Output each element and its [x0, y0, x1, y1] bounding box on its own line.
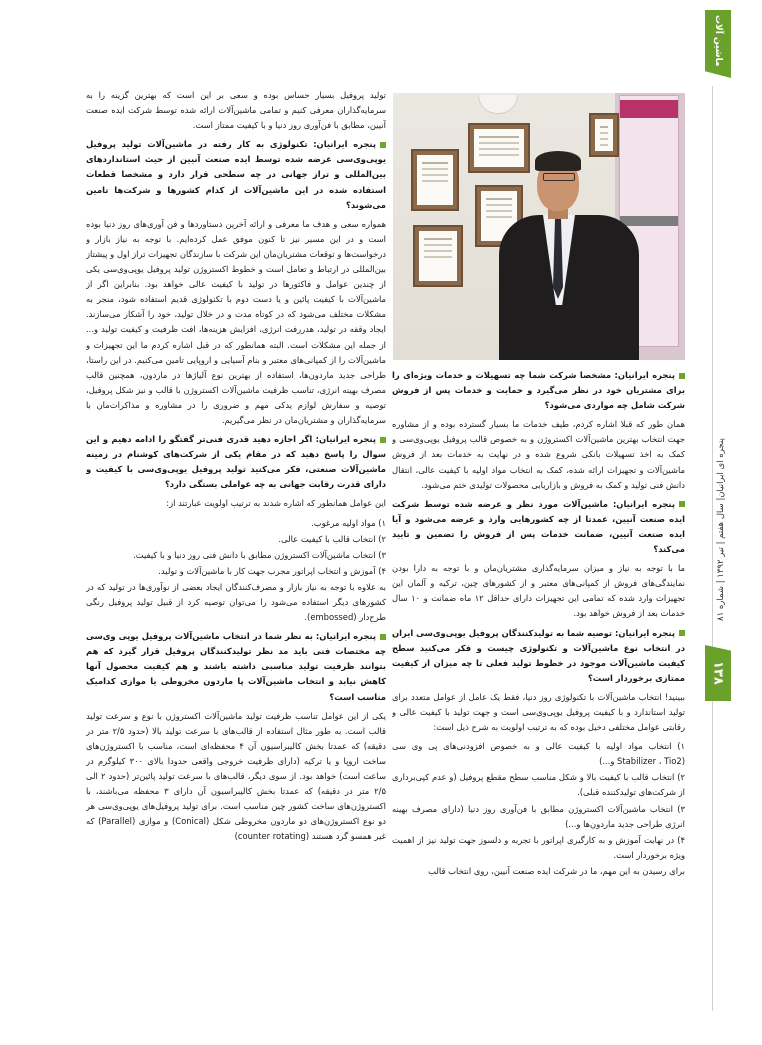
bullet-icon	[380, 142, 386, 148]
answer-6-intro: ببینید! انتخاب ماشین‌آلات با تکنولوژی روز دنیا، فقط یک عامل از عوامل متعدد برای تولید استاندارد و با کیفیت پروفیل یوپی‌وی‌سی است و جهت تولید با کیفیت عالی و رقابتی عوامل مختلفی دخیل بوده که به ترتیب اولویت به شرح ذیل است:	[392, 691, 685, 733]
list-item: ۲) انتخاب قالب با کیفیت عالی.	[278, 533, 386, 544]
page-number: ۱۳۸	[710, 661, 726, 685]
intro-paragraph: تولید پروفیل بسیار حساس بوده و سعی بر این است که بهترین گزینه را به سرمایه‌گذاران معرفی کنیم و تمامی ماشین‌آلات ارائه شده توسط شرکت ایده صنعت آنیین، مطابق با فن‌آوری روز دنیا و با کیفیت ممتاز است.	[86, 90, 386, 131]
right-column	[392, 368, 685, 976]
poster-band	[620, 216, 678, 226]
list-item: ۴) در نهایت آموزش و به کارگیری اپراتور با تجربه و دلسوز جهت تولید نیز از اهمیت ویژه برخوردار است.	[392, 834, 685, 860]
bullet-icon	[679, 501, 685, 507]
answer-4: همان طور که قبلا اشاره کردم، طیف خدمات ما بسیار گسترده بوده و از مشاوره جهت انتخاب بهترین ماشین‌آلات اکستروژن و به خصوص قالب پروفیل یوپی‌وی‌سی و کمک به اخذ تسهیلات بانکی شروع شده و در نهایت به خدمات بعد از فروش ماشین‌آلات و تجهیزات ارائه شده، کمک به انتخاب مواد اولیه با کیفیت عالی، انتقال دانش فنی تولید و کمک به فروش و بازاریابی محصولات تولیدی ختم می‌شود.	[392, 419, 685, 490]
question-4: پنجره ایرانیان: مشخصا شرکت شما چه تسهیلات و خدمات ویژه‌ای را برای مشتریان خود در نظر می‌گیرد و حمایت و خدمات پس از فروش شرکت شامل چه مواردی می‌شود؟	[392, 370, 685, 411]
question-3: پنجره ایرانیان: به نظر شما در انتخاب ماشین‌آلات پروفیل یوپی وی‌سی چه مختصات فنی باید مد نظر تولیدکنندگان پروفیل قرار گیرد که هم بتوانند ظرفیت تولید مناسبی داشته باشند و هم کیفیت محصول آنها کاهش نیابد و انتخاب ماشین‌آلات پا ماردون مخروطی یا موازی کدامیک مناسب است؟	[86, 631, 386, 702]
certificate-frame	[411, 149, 459, 211]
wall-clock	[478, 95, 518, 114]
person-hair	[535, 151, 581, 171]
list-item: ۲) انتخاب قالب با کیفیت بالا و شکل مناسب سطح مقطع پروفیل (و عدم کپی‌برداری از شرکت‌های تولیدکننده قبلی).	[392, 772, 685, 798]
question-1: پنجره ایرانیان: تکنولوژی به کار رفته در ماشین‌آلات تولید پروفیل یوپی‌وی‌سی عرضه شده توسط ایده صنعت آنیین از حیث استانداردهای بین‌المللی و تراز جهانی در چه سطحی قرار دارد و مشخصا قطعات استفاده شده در این ماشین‌آلات از کدام کشورها و شرکت‌ها تامین می‌شوند؟	[86, 139, 386, 210]
answer-2-intro: این عوامل همانطور که اشاره شدند به ترتیب اولویت عبارتند از:	[166, 498, 386, 509]
poster-band	[620, 100, 678, 118]
list-item: ۱) مواد اولیه مرغوب.	[311, 517, 386, 528]
list-item: ۳) انتخاب ماشین‌آلات اکستروژن مطابق با دانش فنی روز دنیا و با کیفیت.	[133, 549, 386, 560]
running-footer: پنجره ای ایرانیان| سال هفتم | تیر ۱۳۹۲ | شماره ۸۱	[716, 438, 726, 622]
certificate-frame	[413, 225, 463, 287]
answer-2-outro: به علاوه با توجه به نیاز بازار و مصرف‌کنندگان ایجاد بعضی از نوآوری‌ها در تولید که در کشورهای دیگر استفاده می‌شود را می‌توان توصیه کرد از قبیل تولید پروفیل رنگی طرح‌دار (embossed).	[86, 581, 386, 623]
certificate-frame	[468, 123, 530, 173]
answer-3: یکی از این عوامل تناسب ظرفیت تولید ماشین‌آلات اکستروژن با نوع و سرعت تولید قالب است. به طور مثال استفاده از قالب‌های با سرعت تولید بالا (حدود ۲/۵ متر در دقیقه) که عمدتا بخش کالیبراسیون آن ۴ محفظه‌ای است، مناسب با اکستروژن‌های ساخت اروپا و یا ترکیه (دارای ظرفیت خروجی واقعی حدودا بالای ۳۰۰ کیلوگرم در ساعت است) خواهد بود. از سوی دیگر، قالب‌های با سرعت تولید پائین‌تر (حدود ۲ الی ۲/۵ متر در دقیقه) که عمدتا بخش کالیبراسیون آن دارای ۳ محفظه می‌باشند، با اکستروژن‌های ساخت کشور چین مناسب است. برای تولید پروفیل‌های یوپی‌وی‌سی هر دو نوع اکستروژن‌های دو ماردون مخروطی شکل (Conical) و موازی (Parallel) که غیر همسو گرد هستند (counter rotating)	[86, 710, 386, 842]
answer-1: همواره سعی و هدف ما معرفی و ارائه آخرین دستاوردها و فن آوری‌های روز دنیا بوده است و در این مسیر نیز تا کنون موفق عمل کرده‌ایم. با توجه به نیاز بازار و درخواست‌ها و توقعات مشتریان‌مان این شرکت با سازندگان تجهیزات تراز اول و پیشتاز بین‌المللی در ارتباط و تعامل است و خطوط اکستروژن تولید پروفیل یوپی‌وی‌سی یکی از چندین عوامل و فاکتورها در تولید با کیفیت عالی خواهد بود. بنابراین اگر از ماشین‌آلات با کیفیت پائین و یا دست دوم با تکنولوژی قدیم استفاده شود، منجر به مشکلات مختلف می‌شود که در کوتاه مدت و در خلال تولید، خود را آشکار می‌سازند. ایجاد وقفه در تولید، هدررفت انرژی، افزایش هزینه‌ها، افت ظرفیت و کیفیت تولید و... از جمله این مشکلات است. البته همانطور که در قبل اشاره کردم ما این تجهیزات و ماشین‌آلات را از کمپانی‌های معتبر و بنام آسیایی و اروپایی تامین می‌کنیم. در این راستا، طراحی جدید ماردون‌ها، استفاده از بهترین نوع آلیاژها در ماردون، همچنین قالب مصرف بهینه انرژی، تناسب ظرفیت ماشین‌آلات اکستروژن با قالب و نیز شکل پروفیل، توصیه و سفارش لوازم یدکی مهم و ضروری را در مشاوره و مذاکرات‌مان با سرمایه‌گذاران و مشتریان‌مان در نظر می‌گیریم.	[86, 218, 386, 425]
interview-photo	[393, 93, 685, 360]
question-6: پنجره ایرانیان: توصیه شما به تولیدکنندگان پروفیل یوپی‌وی‌سی ایران در انتخاب نوع ماشین‌آلات و تکنولوژی چیست و فکر می‌کنید سطح کیفیت ماشین‌آلات موجود در خطوط تولید فعلی تا چه میزان از کیفیت ممتازی برخوردار است؟	[392, 627, 685, 683]
question-2: پنجره ایرانیان: اگر اجازه دهید قدری فنی‌تر گفتگو را ادامه دهیم و این سوال را پاسخ دهید که در مقام یکی از شرکت‌های کوشنام در زمینه ماشین‌آلات صنعتی، فکر می‌کنید تولید پروفیل یوپی‌وی‌سی با کیفیت و دارای قدرت رقابت جهانی به چه عواملی بستگی دارد؟	[86, 434, 386, 490]
question-5: پنجره ایرانیان: ماشین‌آلات مورد نظر و عرضه شده توسط شرکت ایده صنعت آنیین، عمدتا از چه کشورهایی وارد و عرضه می‌شود و آیا ایده صنعت آنیین، ضمانت خدمات پس از فروش را تضمین و تایید می‌کند؟	[392, 498, 685, 555]
list-item: ۳) انتخاب ماشین‌آلات اکستروژن مطابق با فن‌آوری روز دنیا (دارای مصرف بهینه انرژی طراحی جدید ماردون‌ها و...)	[392, 803, 685, 829]
bullet-icon	[679, 630, 685, 636]
certificate-frame	[589, 113, 619, 157]
list-item: ۱) انتخاب مواد اولیه با کیفیت عالی و به خصوص افزودنی‌های پی وی سی (Stabilizer ، Tio2 و...)	[392, 741, 685, 767]
left-column	[86, 88, 386, 1008]
answer-6-outro: برای رسیدن به این مهم، ما در شرکت ایده صنعت آنیین، روی انتخاب قالب	[428, 865, 685, 876]
bullet-icon	[679, 373, 685, 379]
list-item: ۴) آموزش و انتخاب اپراتور مجرب جهت کار با ماشین‌آلات و تولید.	[158, 565, 386, 576]
answer-5: ما با توجه به نیاز و میزان سرمایه‌گذاری مشتریان‌مان و با توجه به دارا بودن نمایندگی‌های فروش از کمپانی‌های معتبر و از کشورهای چین، ترکیه و آلمان این تجهیزات وارد شده که تمامی این تجهیزات دارای حداقل ۱۲ ماه ضمانت و ۱۰ سال خدمات بعد از فروش خواهد بود.	[392, 563, 685, 619]
glasses-icon	[543, 173, 575, 181]
bullet-icon	[380, 634, 386, 640]
bullet-icon	[380, 437, 386, 443]
section-tab-label: ماشین آلات	[713, 15, 723, 67]
